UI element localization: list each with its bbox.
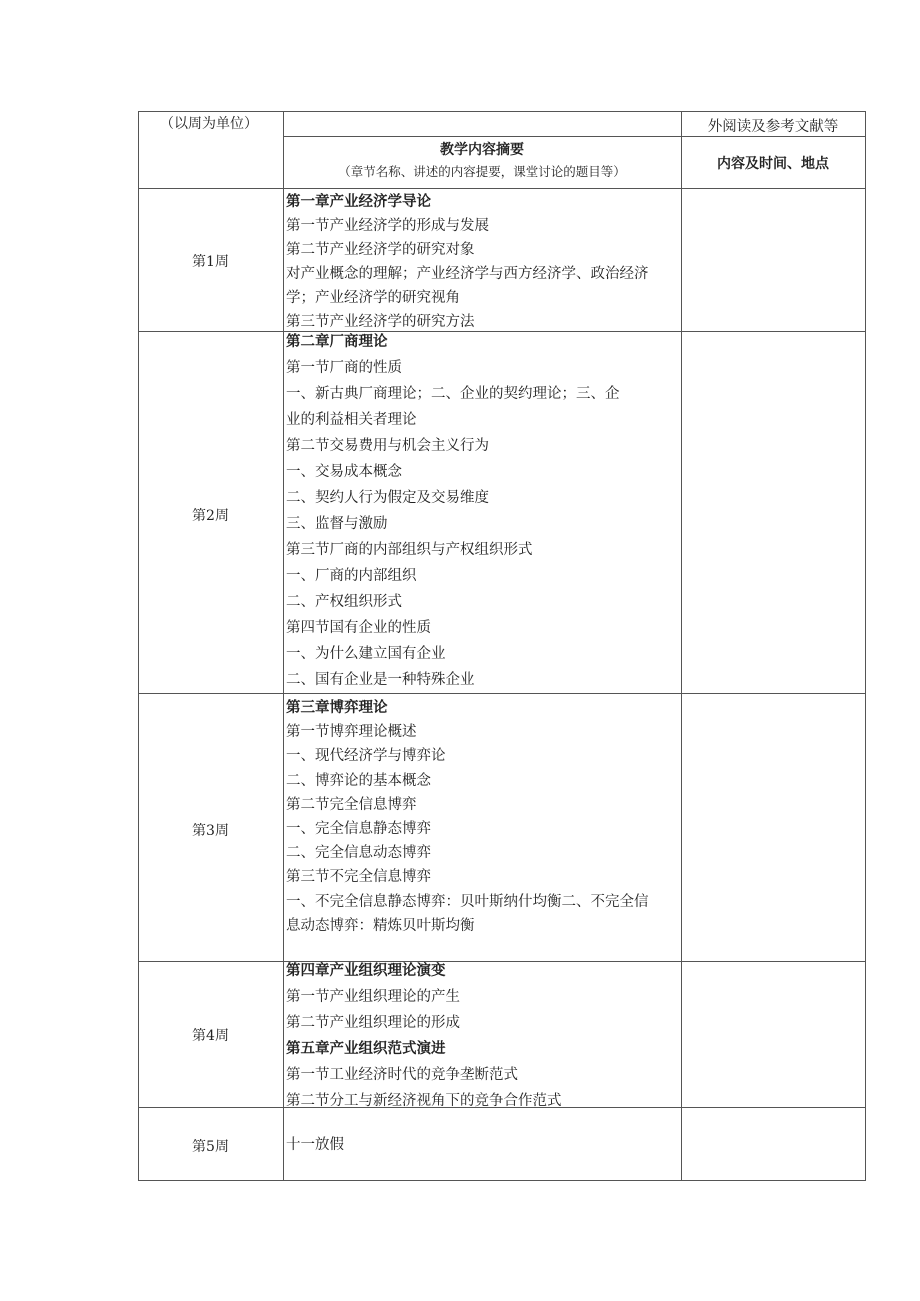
content-line: 一、交易成本概念 — [286, 464, 402, 480]
content-line: 第二节完全信息博弈 — [286, 796, 417, 813]
content-line: 二、国有企业是一种特殊企业 — [286, 672, 475, 688]
week-content — [286, 958, 678, 1107]
content-line: 一、新古典厂商理论；二、企业的契约理论；三、企 — [286, 386, 620, 402]
content-line: 第二节交易费用与机会主义行为 — [286, 438, 489, 454]
content-line: 第二节产业组织理论的形成 — [286, 1015, 460, 1031]
syllabus-table — [138, 111, 866, 1181]
content-line: 二、契约人行为假定及交易维度 — [286, 490, 489, 506]
content-line: 一、不完全信息静态博弈：贝叶斯纳什均衡二、不完全信 — [286, 893, 649, 910]
row-divider — [138, 693, 866, 694]
content-line: 第一节厂商的性质 — [286, 360, 402, 376]
content-line: 第一节产业组织理论的产生 — [286, 989, 460, 1005]
content-column-title: 教学内容摘要 — [440, 142, 524, 158]
column-divider-2 — [681, 111, 682, 1181]
content-line: 一、厂商的内部组织 — [286, 568, 417, 584]
week-label: 第2周 — [192, 508, 229, 524]
content-line: 三、监督与激励 — [286, 516, 388, 532]
content-line: 一、现代经济学与博弈论 — [286, 748, 446, 765]
chapter-title: 第二章厂商理论 — [286, 333, 388, 350]
week-label: 第4周 — [192, 1028, 229, 1044]
week-content — [286, 329, 678, 693]
table-border-left — [138, 111, 139, 1181]
content-line: 二、完全信息动态博弈 — [286, 845, 431, 862]
week-content — [286, 1132, 678, 1158]
content-line: 二、博弈论的基本概念 — [286, 772, 431, 789]
table-border-bottom — [138, 1180, 866, 1181]
week-label: 第1周 — [192, 254, 229, 270]
table-border-top — [138, 111, 866, 112]
header-subdivider — [283, 136, 866, 137]
row-divider — [138, 188, 866, 189]
reading-column-top-label: 外阅读及参考文献等 — [707, 119, 839, 135]
content-line: 一、为什么建立国有企业 — [286, 646, 446, 662]
chapter-title: 第一章产业经济学导论 — [286, 193, 431, 210]
content-line: 第一节博弈理论概述 — [286, 724, 417, 741]
content-line: 学；产业经济学的研究视角 — [286, 290, 460, 306]
table-border-right — [865, 111, 866, 1181]
content-line: 第三节厂商的内部组织与产权组织形式 — [286, 542, 533, 558]
content-line: 二、产权组织形式 — [286, 594, 402, 610]
content-line: 息动态博弈：精炼贝叶斯均衡 — [286, 917, 475, 934]
content-column-subtitle: （章节名称、讲述的内容提要，课堂讨论的题目等） — [338, 164, 626, 179]
content-line: 第一节工业经济时代的竞争垄断范式 — [286, 1067, 518, 1083]
content-line: 第二节分工与新经济视角下的竞争合作范式 — [286, 1093, 562, 1107]
content-line: 对产业概念的理解；产业经济学与西方经济学、政治经济 — [286, 266, 649, 282]
content-line: 第二节产业经济学的研究对象 — [286, 242, 475, 258]
content-line: 第三节不完全信息博弈 — [286, 869, 431, 886]
content-line: 第一节产业经济学的形成与发展 — [286, 218, 489, 234]
chapter-title: 第四章产业组织理论演变 — [286, 962, 446, 979]
column-divider-1 — [283, 111, 284, 1181]
week-label: 第3周 — [192, 823, 229, 839]
reading-column-title: 内容及时间、地点 — [717, 156, 829, 172]
week-column-header: （以周为单位） — [160, 116, 258, 132]
chapter-title: 第三章博弈理论 — [286, 699, 388, 716]
week-content — [286, 696, 678, 960]
content-line: 十一放假 — [286, 1137, 344, 1153]
week-label: 第5周 — [192, 1139, 229, 1155]
week-content — [286, 190, 678, 330]
content-line: 第四节国有企业的性质 — [286, 620, 431, 636]
content-line: 一、完全信息静态博弈 — [286, 820, 431, 837]
row-divider — [138, 1107, 866, 1108]
content-line: 业的利益相关者理论 — [286, 412, 417, 428]
chapter-title: 第五章产业组织范式演进 — [286, 1040, 446, 1057]
content-line: 第三节产业经济学的研究方法 — [286, 314, 475, 330]
